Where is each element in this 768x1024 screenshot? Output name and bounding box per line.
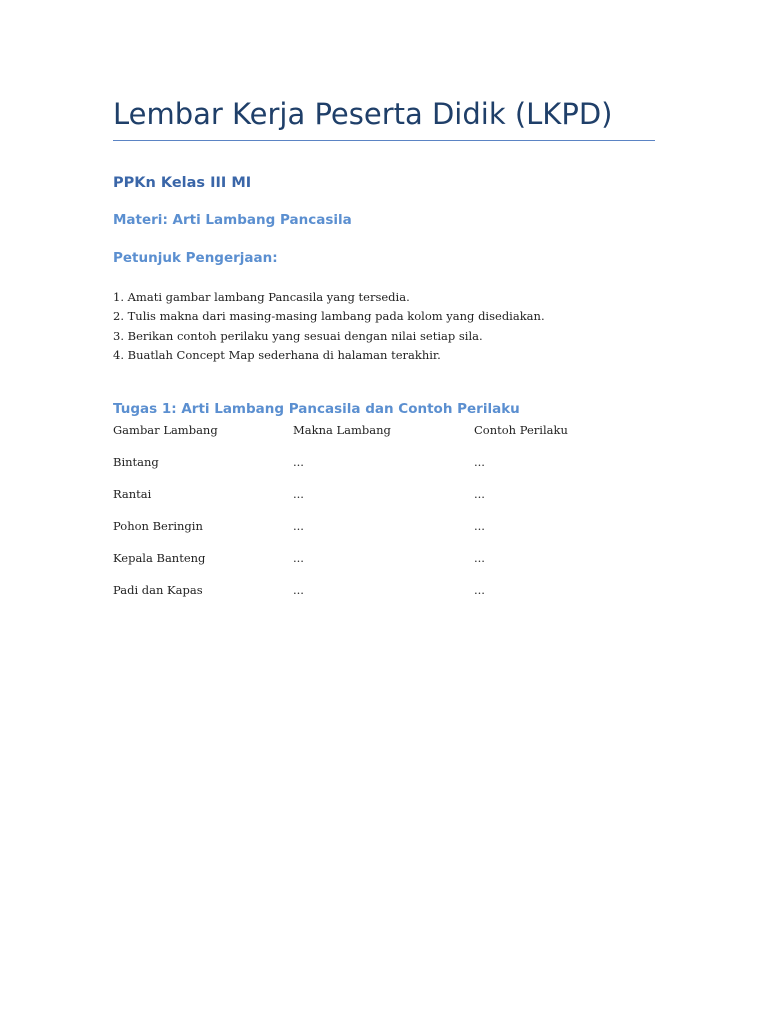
cell-gambar: Bintang (113, 455, 159, 469)
table-row (113, 548, 654, 580)
table-row (113, 484, 654, 516)
cell-makna: ... (293, 455, 304, 469)
cell-makna: ... (293, 551, 304, 565)
cell-contoh: ... (474, 519, 485, 533)
cell-contoh: ... (474, 583, 485, 597)
cell-makna: ... (293, 583, 304, 597)
cell-makna: ... (293, 519, 304, 533)
table-row (113, 580, 654, 612)
cell-gambar: Kepala Banteng (113, 551, 206, 565)
task1-heading: Tugas 1: Arti Lambang Pancasila dan Contoh Perilaku (113, 401, 520, 417)
instruction-item: 3. Berikan contoh perilaku yang sesuai dengan nilai setiap sila. (113, 328, 483, 343)
instruction-item: 4. Buatlah Concept Map sederhana di halaman terakhir. (113, 347, 441, 362)
column-header-contoh: Contoh Perilaku (474, 423, 568, 437)
materi-heading: Materi: Arti Lambang Pancasila (113, 212, 352, 228)
column-header-gambar: Gambar Lambang (113, 423, 218, 437)
column-header-makna: Makna Lambang (293, 423, 391, 437)
table-header-row (113, 420, 654, 452)
task1-table (113, 420, 654, 612)
cell-contoh: ... (474, 487, 485, 501)
table-row (113, 452, 654, 484)
instruction-item: 2. Tulis makna dari masing-masing lambang pada kolom yang disediakan. (113, 309, 545, 324)
table-row (113, 516, 654, 548)
cell-contoh: ... (474, 455, 485, 469)
instruction-item: 1. Amati gambar lambang Pancasila yang tersedia. (113, 290, 410, 304)
cell-gambar: Rantai (113, 487, 152, 501)
cell-makna: ... (293, 487, 304, 501)
cell-contoh: ... (474, 551, 485, 565)
title-underline (113, 140, 655, 141)
instruction-list (113, 288, 545, 365)
cell-gambar: Padi dan Kapas (113, 583, 203, 597)
subject-heading: PPKn Kelas III MI (113, 175, 252, 191)
document-title: Lembar Kerja Peserta Didik (LKPD) (113, 97, 613, 131)
cell-gambar: Pohon Beringin (113, 519, 203, 533)
petunjuk-heading: Petunjuk Pengerjaan: (113, 250, 278, 266)
